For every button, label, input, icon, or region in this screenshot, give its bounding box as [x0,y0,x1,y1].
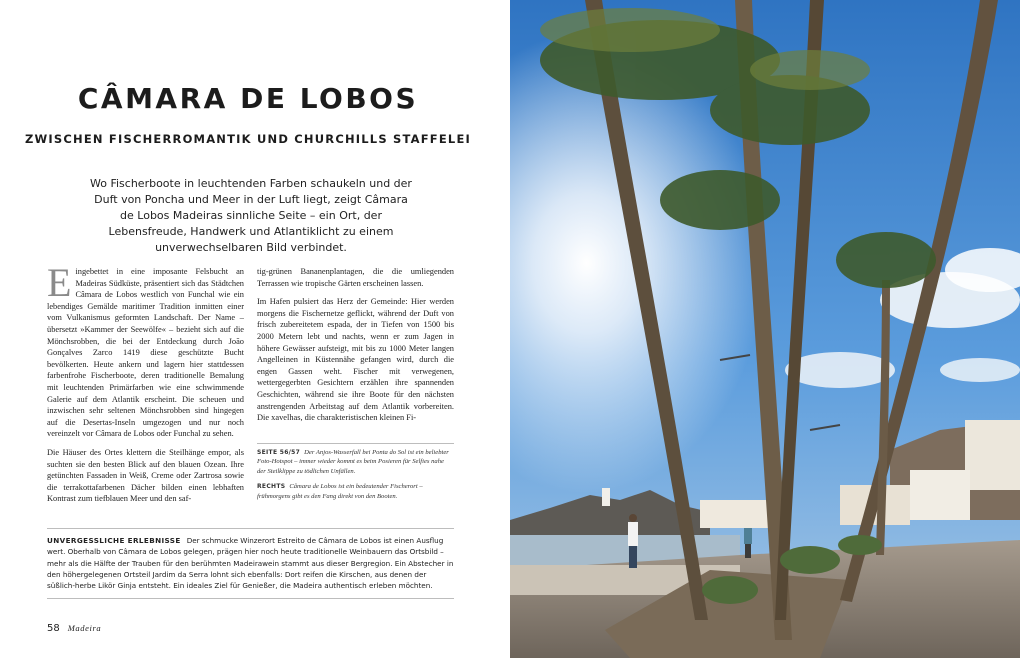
caption-block [257,443,454,507]
article-intro: Wo Fischerboote in leuchtenden Farben schaukeln und der Duft von Poncha und Meer in der Luft liegt, zeigt Câmara de Lobos Madeiras sinnliche Seite – ein Ort, der Lebensfreude, Handwerk und Atlantiklicht zu einem unverwechselbaren Bild verbindet. [90,177,412,254]
box-label: UNVERGESSLICHE ERLEBNISSE [47,536,181,545]
paragraph: tig-grünen Bananenplantagen, die die umliegenden Terrassen wie tropische Gärten erscheinen lassen. [257,267,454,288]
box-text: Der schmucke Winzerort Estreito de Câmara de Lobos ist einen Ausflug wert. Oberhalb von Câmara de Lobos gelegen, prägen hier noch heute traditionelle Weinbauern das Ortsbild – mehr als die Hälfte der Trauben für den berühmten Madeirawein stammt aus dieser Bergregion. Ein Abstecher in den höhergelegenen Ortsteil Jardim da Serra lohnt sich ebenfalls: Dort reifen die Kirschen, aus denen der süßlich-herbe Likör Ginja entsteht. Ein ideales Ziel für Genießer, die Madeira authentisch erleben möchten. [47,536,454,591]
paragraph: Im Hafen pulsiert das Herz der Gemeinde: Hier werden morgens die Fischernetze geflickt, während der Duft von frisch zubereitetem espada, der in Tiefen von 1500 bis 2000 Metern lebt und nachts, wenn er zum Jagen in höhere Gewässer aufsteigt, mit bis zu 1000 Meter langen Angelleinen in Küstennähe gefangen wird, durch die engen Gassen weht. Fischer mit verwegenen, wettergegerbten Gesichtern erzählen ihre spannenden Geschichten, während sie ihre Boote für den nächsten anstrengenden Arbeitstag auf dem Atlantik vorbereiten. Die xavelhas, die charakteristischen kleinen Fi- [257,297,454,423]
caption-label: SEITE 56/57 [257,449,301,456]
page-footer [47,623,101,634]
caption-right [257,482,454,501]
drop-cap: E [47,260,72,305]
photo-illustration [510,0,1020,658]
page-number: 58 [47,623,60,634]
caption-pages [257,448,454,476]
caption-label: RECHTS [257,483,286,491]
harbor-photo [510,0,1020,658]
article-subtitle: ZWISCHEN FISCHERROMANTIK UND CHURCHILLS STAFFELEI [25,132,471,146]
paragraph: Die Häuser des Ortes klettern die Steilhänge empor, als suchten sie den besten Blick auf den blauen Ozean. Ihre getünchten Fassaden in Weiß, Creme oder Zartrosa sowie die terrakottafarbenen Dächer bilden einen lebhaften Kontrast zum tiefblauen Meer und den saf- [47,447,244,504]
caption-text: Câmara de Lobos ist ein bedeutender Fischerort – frühmorgens gibt es den Fang direkt von den Booten. [257,483,423,500]
experiences-box [47,528,454,599]
paragraph [47,260,244,440]
text-column-2 [257,266,454,431]
caption-text: Der Anjos-Wasserfall bei Ponta do Sol ist ein beliebter Foto-Hotspot – immer wieder kommt es beim Posieren für Selfies nahe der Steilklippe zu tödlichen Unfällen. [257,449,449,475]
paragraph-text: ingebettet in eine imposante Felsbucht an Madeiras Südküste, präsentiert sich das Städtchen Câmara de Lobos westlich von Funchal wie ein lebendiges Gemälde maritimer Tradition inmitten einer vom Vulkanismus geformten Landschaft. Der Name – übersetzt »Kammer der Seewölfe« – bezieht sich auf die Mönchsrobben, die bei der Entdeckung durch João Gonçalves Zarco 1419 diese geschützte Bucht bevölkerten. Heute ankern und lagern hier stattdessen farbenfrohe Fischerboote, deren traditionelle Bemalung mit leuchtenden Primärfarben wie eine schwimmende Galerie auf dem Atlantik erscheint. Die scheuen und inzwischen sehr seltenen Mönchsrobben sind hingegen auf die Desertas-Inseln umgezogen und nur noch vereinzelt vor Câmara de Lobos oder Funchal zu sehen. [47,267,244,439]
article-title: CÂMARA DE LOBOS [77,82,419,115]
text-column-1 [47,260,244,512]
running-head: Madeira [67,623,102,633]
